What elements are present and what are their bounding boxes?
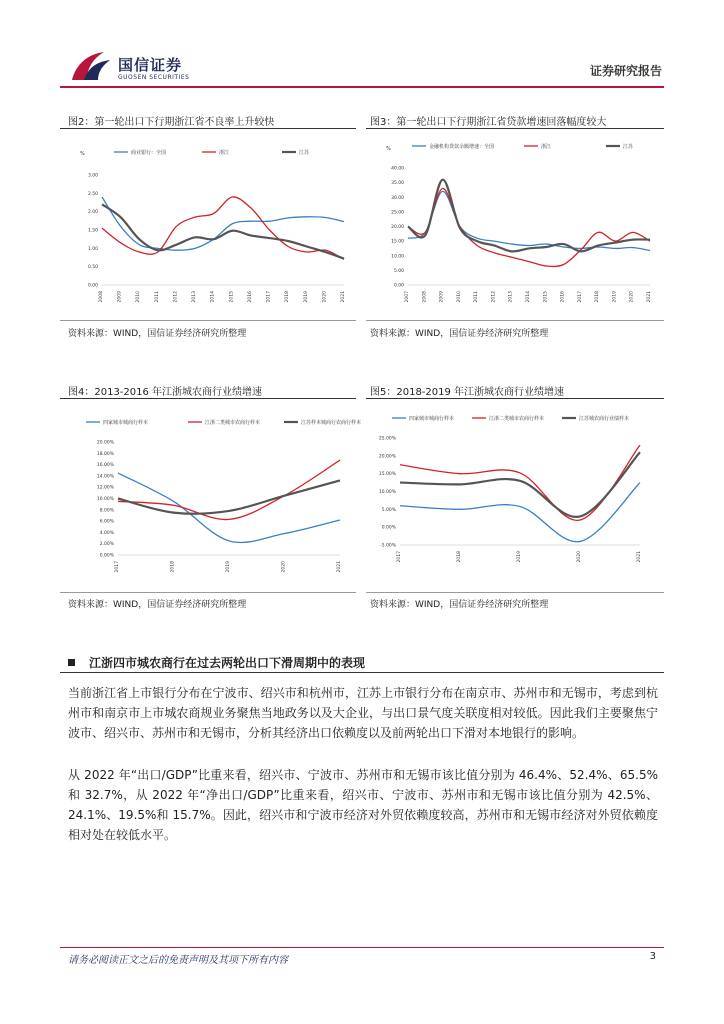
- fig5-xtick: 2017: [397, 551, 402, 563]
- fig4-ytick: 16.00%: [96, 463, 114, 469]
- fig4-ytick: 18.00%: [96, 451, 114, 457]
- fig4-xtick: 2020: [281, 561, 287, 573]
- fig2-xtick: 2017: [266, 291, 272, 303]
- fig5-title-rule: [366, 398, 664, 399]
- fig3-xtick: 2010: [456, 291, 462, 303]
- fig4-ytick: 4.00%: [99, 530, 114, 536]
- fig3-xtick: 2011: [474, 291, 480, 303]
- fig2-source: 资料来源：WIND，国信证券经济研究所整理: [68, 329, 247, 339]
- section-divider: [60, 672, 664, 673]
- fig5-xtick: 2018: [457, 551, 462, 563]
- fig4-series-3-line: [118, 480, 340, 513]
- fig3-ytick: 15.00: [391, 239, 404, 245]
- fig3-xtick: 2015: [543, 291, 549, 303]
- page-number: 3: [649, 951, 656, 962]
- fig3-series-1-line: [408, 191, 650, 250]
- fig2-series-2-line: [102, 197, 344, 259]
- fig2-ytick: 2.00: [87, 210, 98, 216]
- fig3-xtick: 2008: [422, 291, 428, 303]
- fig4-legend-label: 江浙二类城市农商行样本: [205, 420, 261, 426]
- fig4-xtick: 2017: [115, 561, 120, 573]
- fig5-bottom-rule: [366, 592, 664, 593]
- fig2-xtick: 2018: [285, 291, 291, 303]
- fig5-ytick: 10.00%: [378, 490, 396, 495]
- fig4-ytick: 2.00%: [99, 542, 114, 548]
- fig3-xtick: 2014: [526, 291, 531, 303]
- fig4-ytick: 12.00%: [96, 485, 114, 491]
- fig4-legend-label: 江苏样本城商行农商行样本: [301, 420, 362, 426]
- fig3-series-2-line: [408, 188, 650, 266]
- fig3-legend-label: 金融机构贷款余额增速：全国: [429, 144, 495, 150]
- guosen-logo-icon: [70, 50, 112, 82]
- fig5-legend-label: 四家城市城商行样本: [409, 416, 455, 422]
- fig2-legend-label: 江苏: [299, 150, 310, 156]
- fig3-xtick: 2019: [612, 291, 618, 303]
- fig2-unit-label: %: [80, 151, 85, 157]
- fig3-ytick: 25.00: [391, 210, 404, 216]
- footer-disclaimer: 请务必阅读正文之后的免责声明及其项下所有内容: [68, 955, 288, 966]
- fig3-xtick: 2021: [647, 291, 652, 303]
- fig5-source: 资料来源：WIND，国信证券经济研究所整理: [370, 600, 549, 610]
- fig5-xtick: 2021: [637, 551, 642, 563]
- fig3-ytick: 35.00: [391, 181, 404, 187]
- fig3-xtick: 2020: [629, 291, 635, 303]
- fig5-series-1-line: [400, 483, 640, 542]
- fig4-xtick: 2021: [337, 561, 342, 573]
- fig2-xtick: 2015: [229, 291, 235, 303]
- fig3-ytick: 10.00: [391, 254, 404, 260]
- fig5-legend-label: 江苏城农商行业绩样本: [579, 416, 630, 422]
- fig2-ytick: 0.50: [87, 265, 98, 271]
- fig5-ytick: 5.00%: [381, 507, 396, 513]
- fig4-legend-label: 四家城市城商行样本: [103, 420, 149, 426]
- fig4-ytick: 10.00%: [96, 497, 114, 502]
- fig3-ytick: 30.00: [391, 195, 404, 201]
- fig4-ytick: 20.00%: [96, 440, 114, 446]
- fig3-source: 资料来源：WIND，国信证券经济研究所整理: [370, 329, 549, 339]
- fig2-legend-label: 浙江: [219, 150, 230, 156]
- fig2-xtick: 2013: [192, 291, 198, 303]
- fig2-xtick: 2010: [136, 291, 142, 303]
- paragraph-1: 当前浙江省上市银行分布在宁波市、绍兴市和杭州市，江苏上市银行分布在南京市、苏州市和无锡市，考虑到杭州市和南京市上市城农商规业务聚焦当地政务以及大企业，与出口景气度关联度相对较低。因此我们主要聚焦宁波市、绍兴市、苏州市和无锡市，分析其经济出口依赖度以及前两轮出口下滑对本地银行的影响。: [68, 686, 658, 740]
- fig3-ytick: 20.00: [391, 225, 404, 230]
- fig4-title-rule: [60, 398, 356, 399]
- fig3-title-rule: [366, 128, 664, 129]
- fig5-series-2-line: [400, 445, 640, 520]
- paragraph-2: 从 2022 年“出口/GDP”比重来看，绍兴市、宁波市、苏州市和无锡市该比值分别为 46.4%、52.4%、65.5%和 32.7%，从 2022 年“净出口/GDP”比重来看，绍兴市、宁波市、苏州市和无锡市该比值分别为 42.5%、24.1%、19.5%和 15.7%。因此，绍兴市和宁波市经济对外贸依赖度较高，苏州市和无锡市经济对外贸依赖度相对处在较低水平。: [68, 768, 658, 842]
- fig3-bottom-rule: [366, 320, 664, 321]
- fig5-ytick: 15.00%: [378, 472, 396, 478]
- fig3-xtick: 2007: [405, 291, 410, 303]
- fig3-ytick: 5.00: [393, 268, 404, 274]
- page-header: [60, 38, 664, 88]
- fig3-ytick: 40.00: [391, 166, 404, 172]
- fig3-xtick: 2017: [577, 291, 583, 303]
- fig2-xtick: 2011: [154, 291, 160, 303]
- company-subtitle: GUOSEN SECURITIES: [118, 74, 190, 81]
- fig3-xtick: 2009: [439, 291, 445, 303]
- square-bullet-icon: [68, 659, 75, 666]
- fig4-title: 图4：2013-2016 年江浙城农商行业绩增速: [68, 387, 263, 398]
- section-heading: [68, 654, 365, 671]
- fig2-xtick: 2021: [341, 291, 346, 303]
- fig2-chart: [62, 140, 354, 315]
- fig3-ytick: 0.00: [393, 283, 404, 289]
- fig4-chart: [62, 410, 362, 590]
- fig2-ytick: 2.50: [87, 191, 98, 197]
- fig3-title: 图3：第一轮出口下行期浙江省贷款增速回落幅度较大: [370, 117, 607, 128]
- report-type: 证券研究报告: [589, 64, 662, 78]
- fig3-xtick: 2016: [560, 291, 566, 303]
- fig2-xtick: 2009: [117, 291, 123, 303]
- fig2-legend-label: 商业银行：全国: [131, 150, 167, 156]
- fig2-xtick: 2019: [303, 291, 309, 303]
- fig3-unit-label: %: [386, 146, 391, 152]
- fig5-ytick: -5.00%: [380, 543, 396, 549]
- fig2-title-rule: [60, 128, 356, 129]
- fig3-xtick: 2012: [491, 291, 497, 303]
- header-divider: [60, 86, 664, 88]
- fig3-legend-label: 浙江: [541, 144, 552, 150]
- fig5-chart: [368, 410, 660, 590]
- fig2-xtick: 2012: [173, 291, 179, 303]
- fig2-xtick: 2020: [322, 291, 328, 303]
- section-heading-text: 江浙四市城农商行在过去两轮出口下滑周期中的表现: [89, 656, 366, 670]
- fig2-bottom-rule: [60, 320, 356, 321]
- fig5-legend-label: 江浙二类城市农商行样本: [489, 416, 545, 422]
- fig2-title: 图2：第一轮出口下行期浙江省不良率上升较快: [68, 117, 275, 128]
- fig5-title: 图5：2018-2019 年江浙城农商行业绩增速: [370, 387, 565, 398]
- fig2-xtick: 2016: [247, 291, 253, 303]
- fig2-xtick: 2008: [99, 291, 104, 303]
- company-name: 国信证券: [118, 56, 183, 74]
- fig4-ytick: 14.00%: [96, 474, 114, 480]
- fig2-ytick: 0.00: [87, 283, 98, 289]
- fig4-source: 资料来源：WIND，国信证券经济研究所整理: [68, 600, 247, 610]
- fig2-ytick: 1.50: [87, 228, 98, 234]
- fig3-xtick: 2018: [595, 291, 601, 303]
- fig5-ytick: 20.00%: [378, 454, 396, 460]
- fig3-xtick: 2013: [508, 291, 514, 303]
- fig2-xtick: 2014: [210, 291, 216, 303]
- fig3-chart: [368, 140, 660, 315]
- footer-divider: [60, 947, 664, 948]
- fig4-xtick: 2019: [226, 561, 231, 573]
- fig5-xtick: 2020: [577, 551, 582, 563]
- fig4-ytick: 6.00%: [99, 519, 114, 525]
- fig2-ytick: 1.00: [87, 246, 98, 252]
- fig4-bottom-rule: [60, 592, 356, 593]
- fig3-legend-label: 江苏: [623, 144, 634, 150]
- fig4-xtick: 2018: [170, 561, 176, 573]
- fig5-series-3-line: [400, 452, 640, 517]
- fig4-ytick: 8.00%: [99, 508, 114, 514]
- fig2-ytick: 3.00: [87, 173, 98, 179]
- fig5-ytick: 25.00%: [378, 436, 396, 442]
- fig4-ytick: 0.00%: [99, 553, 114, 559]
- fig5-ytick: 0.00%: [381, 525, 396, 531]
- fig5-xtick: 2019: [517, 551, 522, 563]
